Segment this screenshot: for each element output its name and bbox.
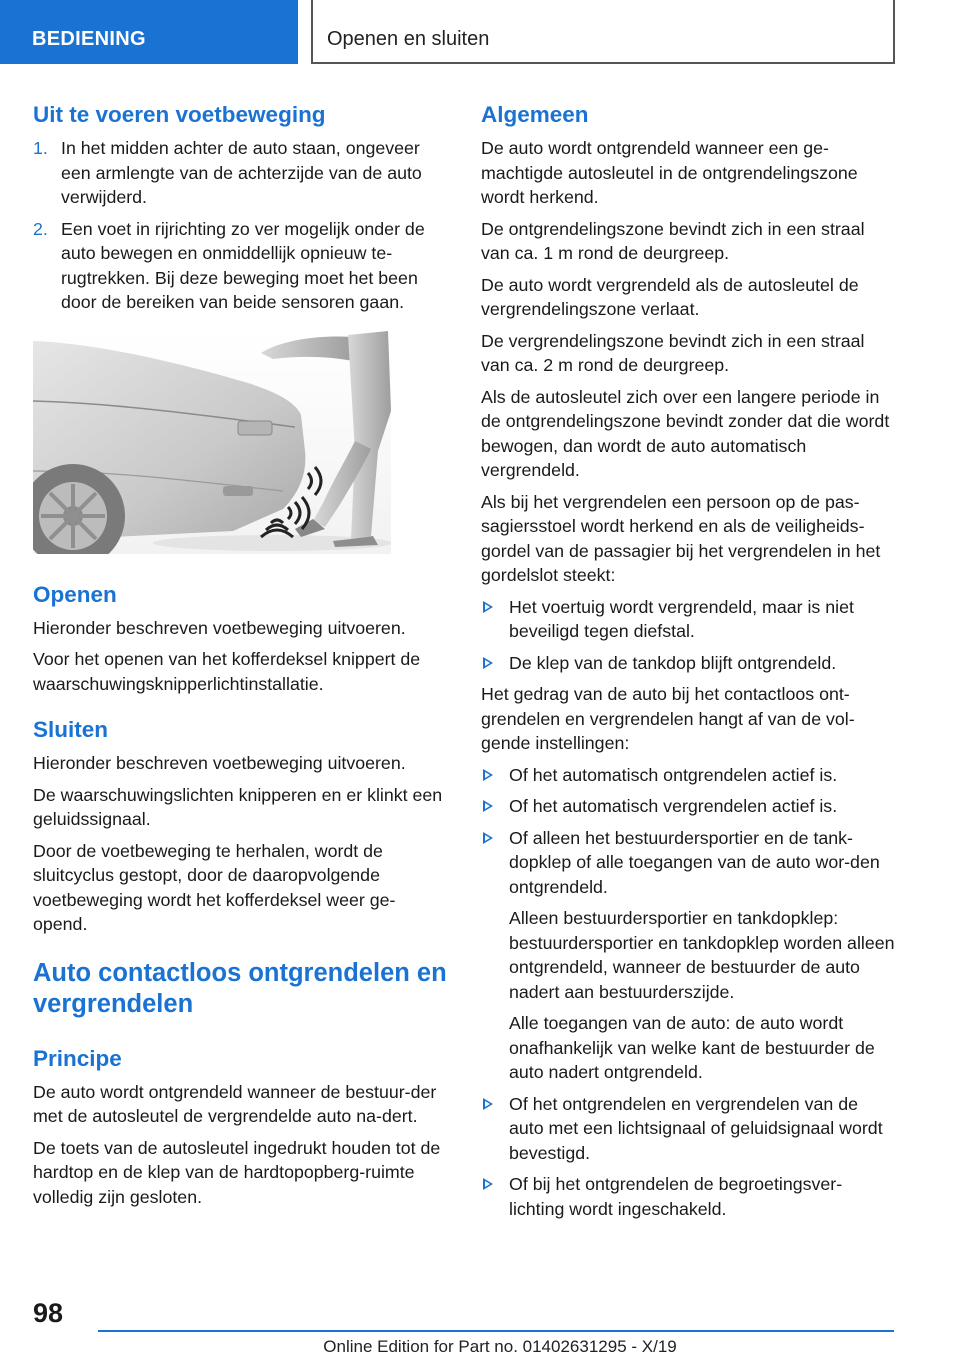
list-item [481, 1092, 896, 1166]
list-item [481, 763, 896, 788]
page-number: 98 [33, 1298, 64, 1328]
paragraph: Hieronder beschreven voetbeweging uitvoeren. [33, 753, 406, 773]
paragraph: Het gedrag van de auto bij het contactloos ont-grendelen en vergrendelen hangt af van de vol-gende instellingen: [481, 684, 855, 753]
heading-principle: Principe [33, 1045, 122, 1071]
bullet-list [481, 595, 896, 676]
paragraph: De auto wordt vergrendeld als de autosleutel de vergrendelingszone verlaat. [481, 274, 859, 319]
paragraph: Als bij het vergrendelen een persoon op de pas-sagiersstoel wordt herkend en als de veiligheids-gordel van de passagier bij het vergrendelen in het gordelslot steekt: [481, 491, 881, 585]
main-heading: Auto contactloos ontgrendelen en vergrendelen [33, 958, 447, 1018]
bullet-list [481, 1092, 896, 1222]
car-foot-sensor-picture [33, 331, 391, 554]
step-item [33, 217, 448, 315]
list-item [481, 826, 896, 900]
list-item [481, 794, 896, 819]
paragraph: Door de voetbeweging te herhalen, wordt de sluitcyclus gestopt, door de daaropvolgende voetbeweging wordt het kofferdeksel weer ge-opend. [33, 840, 396, 934]
list-item-text: Of het automatisch vergrendelen actief is. [509, 796, 838, 816]
triangle-bullet-icon [483, 800, 493, 812]
paragraph: De auto wordt ontgrendeld wanneer de bestuur-der met de autosleutel de vergrendelde auto na-dert. [33, 1081, 437, 1126]
heading-foot-movement: Uit te voeren voetbeweging [33, 102, 326, 127]
triangle-bullet-icon [483, 601, 493, 613]
list-item-text: Of het automatisch ontgrendelen actief is. [509, 764, 838, 785]
sub-paragraph: Alleen bestuurdersportier en tankdopklep: bestuurdersportier en tankdopklep worden alleen ontgrendeld, wanneer de bestuurder de auto nadert aan bestuurderszijde. [509, 908, 895, 1002]
step-number: 1. [33, 138, 48, 158]
list-item-text: Of het ontgrendelen en vergrendelen van de auto met een lichtsignaal of geluidsignaal wordt bevestigd. [509, 1093, 883, 1163]
step-text: In het midden achter de auto staan, ongeveer een armlengte van de achterzijde van de auto verwijderd. [61, 138, 422, 207]
list-item [481, 1172, 896, 1221]
heading-open: Openen [33, 581, 117, 607]
paragraph: De vergrendelingszone bevindt zich in een straal van ca. 2 m rond de deurgreep. [481, 330, 865, 375]
triangle-bullet-icon [483, 832, 493, 844]
triangle-bullet-icon [483, 1178, 493, 1190]
left-column [33, 100, 448, 1216]
triangle-bullet-icon [483, 769, 493, 781]
triangle-bullet-icon [483, 1098, 493, 1110]
page-title-tab: Openen en sluiten [311, 0, 895, 64]
heading-general: Algemeen [481, 102, 589, 127]
step-text: Een voet in rijrichting zo ver mogelijk onder de auto bewegen en onmiddellijk opnieuw te-rugtrekken. Bij deze beweging moet het been door de bereiken van beide sensoren gaan. [61, 218, 425, 312]
heading-close: Sluiten [33, 717, 109, 742]
right-column [481, 100, 896, 1228]
edition-text: Online Edition for Part no. 01402631295 - X/19 [323, 1337, 677, 1356]
triangle-bullet-icon [483, 657, 493, 669]
paragraph: Als de autosleutel zich over een langere periode in de ontgrendelingszone bevindt zonder dat die wordt bewogen, dan wordt de auto automatisch vergrendeld. [481, 386, 890, 480]
footer-divider [98, 1330, 894, 1332]
step-number: 2. [33, 218, 48, 239]
list-item-text: Het voertuig wordt vergrendeld, maar is niet beveiligd tegen diefstal. [509, 596, 854, 641]
footer-edition [0, 1337, 960, 1357]
sub-paragraph: Alle toegangen van de auto: de auto wordt onafhankelijk van welke kant de bestuurder de auto nadert ontgrendeld. [509, 1013, 875, 1082]
section-tab: BEDIENING [0, 0, 298, 64]
list-item-text: Of alleen het bestuurdersportier en de tank-dopklep of alle toegangen van de auto wor-den ontgrendeld. [509, 827, 880, 897]
paragraph: De waarschuwingslichten knipperen en er klinkt een geluidssignaal. [33, 784, 443, 829]
paragraph: Hieronder beschreven voetbeweging uitvoeren. [33, 617, 406, 638]
list-item [481, 651, 896, 676]
list-item-text: Of bij het ontgrendelen de begroetingsver-lichting wordt ingeschakeld. [509, 1174, 843, 1219]
paragraph: De ontgrendelingszone bevindt zich in een straal van ca. 1 m rond de deurgreep. [481, 218, 865, 263]
page-header [0, 0, 960, 66]
paragraph: Voor het openen van het kofferdeksel knippert de waarschuwingsknipperlichtinstallatie. [33, 649, 421, 694]
steps-list [33, 136, 448, 315]
bullet-list [481, 763, 896, 900]
foot-movement-illustration [33, 331, 391, 554]
list-item-text: De klep van de tankdop blijft ontgrendeld. [509, 652, 837, 673]
list-item [481, 595, 896, 644]
paragraph: De auto wordt ontgrendeld wanneer een ge-machtigde autosleutel in de ontgrendelingszone wordt herkend. [481, 138, 858, 207]
step-item [33, 136, 448, 210]
paragraph: De toets van de autosleutel ingedrukt houden tot de hardtop en de klep van de hardtopopberg-ruimte volledig zijn gesloten. [33, 1137, 441, 1207]
